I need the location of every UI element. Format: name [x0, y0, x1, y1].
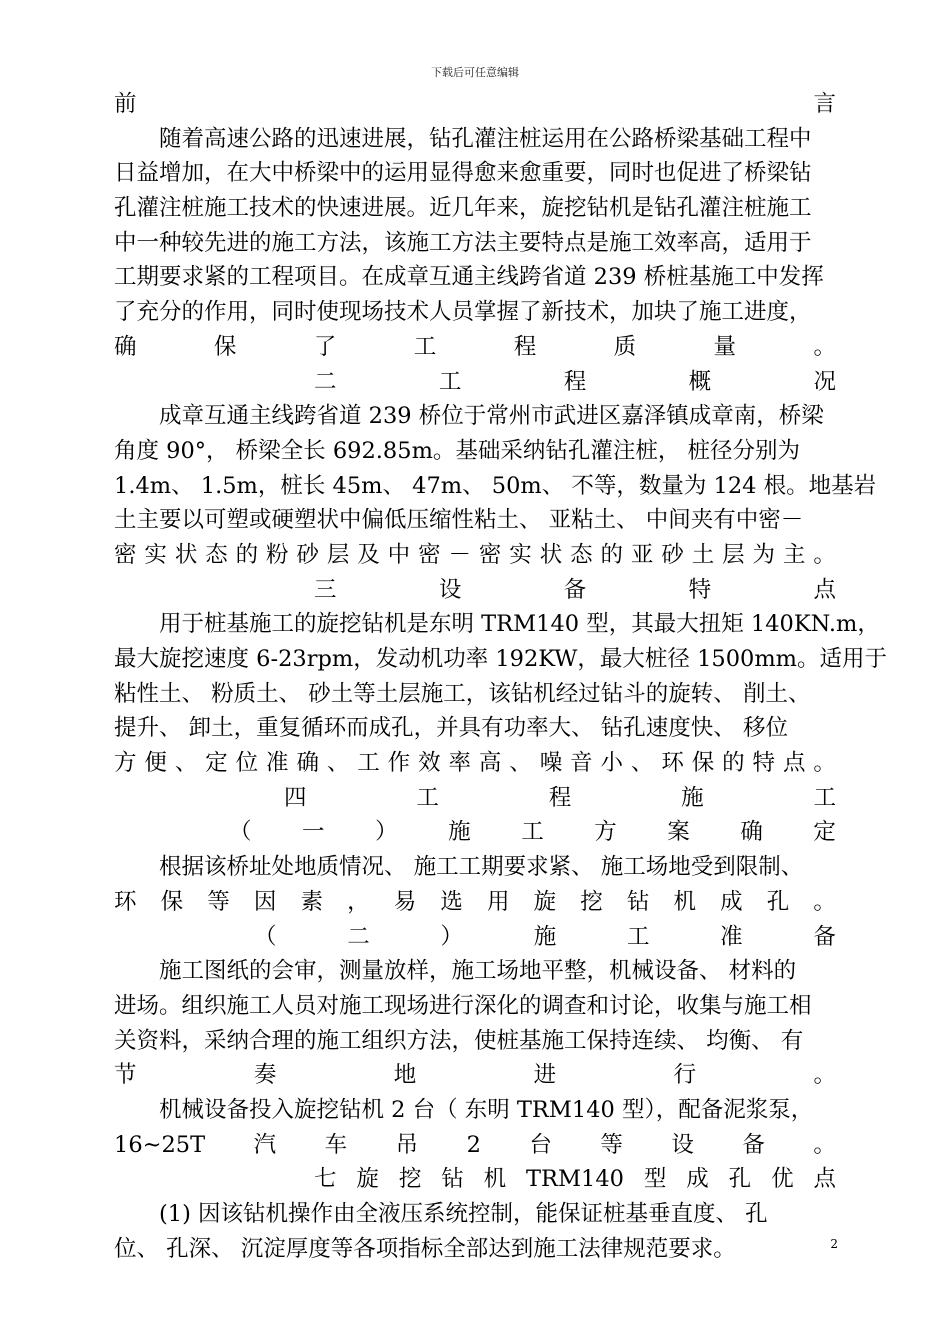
paragraph-line: 中一种较先进的施工方法，该施工方法主要特点是施工效率高，适用于	[114, 229, 812, 256]
justified-char: 工	[438, 368, 462, 395]
paragraph-line: 施工图纸的会审，测量放样，施工场地平整，机械设备、 材料的	[159, 958, 797, 985]
justified-char: 保	[691, 750, 715, 777]
justified-char: 保	[160, 888, 184, 915]
justified-char: 况	[813, 368, 836, 395]
justified-char: 进	[533, 1062, 557, 1089]
paragraph-line: 根据该桥址处地质情况、 施工工期要求紧、 施工场地受到限制、	[159, 854, 804, 881]
justified-char: 质	[613, 333, 637, 360]
justified-char: 机	[483, 1166, 507, 1193]
justified-char: 实	[144, 541, 167, 568]
section-heading	[114, 1162, 836, 1197]
justified-char: 特	[752, 750, 776, 777]
justified-char: 层	[722, 541, 745, 568]
justified-char: 选	[440, 888, 463, 915]
justified-char: 吊	[395, 1131, 419, 1158]
justified-char: 态	[570, 541, 593, 568]
justified-char: 确	[114, 333, 137, 360]
page-number: 2	[830, 1237, 838, 1251]
paragraph-line: 进场。组织施工人员对施工现场进行深化的调查和讨论，收集与施工相	[114, 992, 812, 1019]
paragraph-line: 机械设备投入旋挖钻机 2 台（ 东明 TRM140 型），配备泥浆泵，	[159, 1096, 814, 1123]
justified-line	[114, 1058, 836, 1093]
justified-char: 。	[813, 541, 836, 568]
justified-char: 备	[742, 1131, 765, 1158]
justified-line	[114, 330, 836, 365]
paragraph-line: 随着高速公路的迅速进展，钻孔灌注桩运用在公路桥梁基础工程中	[159, 125, 812, 152]
justified-char: 节	[114, 1062, 137, 1089]
justified-char: 准	[266, 750, 289, 777]
justified-char: 点	[813, 576, 836, 603]
justified-char: 钻	[626, 888, 650, 915]
justified-char: 程	[513, 333, 537, 360]
justified-char: 确	[740, 819, 763, 846]
justified-char: 高	[478, 750, 502, 777]
justified-char: 土	[691, 541, 715, 568]
justified-char: 率	[448, 750, 471, 777]
justified-char: 噪	[539, 750, 563, 777]
justified-char: 七	[314, 1166, 337, 1193]
justified-char: 及	[357, 541, 380, 568]
justified-char: 。	[813, 1062, 836, 1089]
justified-char: （	[229, 819, 252, 846]
justified-char: 16~25T	[114, 1131, 206, 1158]
heading-char: 前	[114, 91, 137, 117]
paragraph-line: 成章互通主线跨省道 239 桥位于常州市武进区嘉泽镇成章南，桥梁	[159, 403, 824, 430]
justified-char: 亚	[630, 541, 654, 568]
paragraph-line: 1.4m、 1.5m，桩长 45m、 47m、 50m、 不等，数量为 124 根。地基岩	[114, 472, 877, 499]
justified-char: 工	[413, 333, 437, 360]
justified-char: 钻	[441, 1166, 464, 1193]
justified-char: 工	[357, 750, 380, 777]
justified-char: 中	[387, 541, 411, 568]
justified-char: 旋	[356, 1166, 379, 1193]
justified-char: 位	[235, 750, 259, 777]
justified-char: 状	[174, 541, 198, 568]
paragraph-line: 孔灌注桩施工技术的快速进展。近几年来，旋挖钻机是钻孔灌注桩施工	[114, 195, 812, 222]
justified-char: 因	[253, 888, 277, 915]
justified-char: 确	[296, 750, 319, 777]
justified-line	[114, 1128, 836, 1163]
justified-char: 等	[207, 888, 230, 915]
justified-char: 。	[813, 1131, 836, 1158]
justified-char: （	[254, 923, 277, 950]
paragraph-line: 工期要求紧的工程项目。在成章互通主线跨省道 239 桥桩基施工中发挥	[114, 264, 824, 291]
justified-char: TRM140	[526, 1166, 624, 1193]
paragraph-line: 最大旋挖速度 6-23rpm，发动机功率 192KW，最大桩径 1500mm。适用于	[114, 646, 888, 672]
justified-char: 四	[284, 784, 307, 811]
justified-char: 施	[448, 819, 471, 846]
justified-char: 密	[478, 541, 502, 568]
justified-char: 机	[673, 888, 697, 915]
justified-char: 小	[600, 750, 624, 777]
justified-line	[114, 885, 836, 920]
subsection-heading	[114, 815, 836, 850]
justified-char: 保	[213, 333, 237, 360]
document-body	[114, 87, 888, 1266]
justified-char: 粉	[266, 541, 289, 568]
justified-char: 地	[393, 1062, 417, 1089]
justified-char: 。	[813, 888, 836, 915]
justified-char: 施	[681, 784, 704, 811]
justified-char: 、	[174, 750, 198, 777]
justified-char: 车	[324, 1131, 348, 1158]
justified-char: 优	[771, 1166, 794, 1193]
justified-char: 挖	[398, 1166, 422, 1193]
justified-char: ，	[347, 888, 370, 915]
justified-char: 2	[466, 1131, 481, 1158]
justified-char: 的	[722, 750, 745, 777]
justified-char: 成	[686, 1166, 709, 1193]
justified-char: 、	[326, 750, 350, 777]
justified-char: 孔	[766, 888, 790, 915]
justified-char: 的	[600, 541, 624, 568]
heading-char: 言	[813, 91, 836, 117]
justified-char: 砂	[296, 541, 319, 568]
justified-char: 奏	[253, 1062, 277, 1089]
justified-char: 、	[630, 750, 654, 777]
justified-char: 旋	[533, 888, 557, 915]
justified-char: 二	[314, 368, 337, 395]
justified-char: 效	[418, 750, 441, 777]
paragraph-line: 位、 孔深、 沉淀厚度等各项指标全部达到施工法律规范要求。	[114, 1235, 736, 1262]
justified-char: 、	[509, 750, 532, 777]
justified-char: 一	[302, 819, 325, 846]
justified-char: 备	[813, 923, 836, 950]
justified-char: 行	[673, 1062, 697, 1089]
justified-char: 准	[720, 923, 743, 950]
justified-char: 工	[626, 923, 650, 950]
justified-char: 三	[314, 576, 337, 603]
justified-char: 型	[643, 1166, 667, 1193]
justified-char: ）	[375, 819, 398, 846]
section-heading-preface	[114, 87, 836, 122]
justified-char: 程	[548, 784, 572, 811]
justified-char: 施	[533, 923, 557, 950]
justified-char: 孔	[728, 1166, 752, 1193]
justified-char: ）	[440, 923, 463, 950]
paragraph-line: 土主要以可塑或硬塑状中偏低压缩性粘土、 亚粘土、 中间夹有中密－	[114, 507, 804, 534]
justified-char: 的	[235, 541, 259, 568]
justified-char: 挖	[580, 888, 603, 915]
justified-char: 设	[671, 1131, 694, 1158]
justified-char: 易	[393, 888, 417, 915]
justified-char: 工	[416, 784, 439, 811]
justified-char: 密	[114, 541, 137, 568]
justified-char: 。	[813, 750, 836, 777]
justified-char: 方	[594, 819, 617, 846]
justified-char: 方	[114, 750, 137, 777]
paragraph-line: 角度 90°， 桥梁全长 692.85m。基础采纳钻孔灌注桩， 桩径分别为	[114, 437, 801, 464]
justified-char: 程	[563, 368, 587, 395]
justified-char: 为	[752, 541, 776, 568]
justified-char: 环	[114, 888, 137, 915]
paragraph-line: 用于桩基施工的旋挖钻机是东明 TRM140 型，其最大扭矩 140KN.m，	[159, 611, 880, 638]
justified-char: 层	[326, 541, 350, 568]
justified-char: 汽	[253, 1131, 277, 1158]
justified-char: 点	[813, 1166, 836, 1193]
justified-char: 案	[667, 819, 690, 846]
justified-char: 概	[688, 368, 712, 395]
justified-char: 特	[688, 576, 712, 603]
paragraph-line: 粘性土、 粉质土、 砂土等土层施工，该钻机经过钻斗的旋转、 削土、	[114, 680, 811, 707]
justified-char: 音	[570, 750, 593, 777]
justified-char: 设	[438, 576, 462, 603]
justified-char: 环	[661, 750, 684, 777]
subsection-heading	[114, 920, 836, 955]
justified-char: 备	[563, 576, 587, 603]
justified-char: 量	[713, 333, 737, 360]
justified-char: 主	[782, 541, 806, 568]
section-heading	[114, 573, 836, 608]
justified-char: 作	[387, 750, 411, 777]
paragraph-line: 了充分的作用，同时使现场技术人员掌握了新技术，加块了施工进度，	[114, 299, 812, 326]
justified-line	[114, 746, 836, 781]
justified-char: 定	[813, 819, 836, 846]
paragraph-line: 提升、 卸土，重复循环而成孔，并具有功率大、 钻孔速度快、 移位	[114, 715, 788, 742]
section-heading	[114, 781, 836, 816]
paragraph-line: (1) 因该钻机操作由全液压系统控制，能保证桩基垂直度、 孔	[159, 1201, 768, 1227]
justified-char: 。	[813, 333, 836, 360]
justified-char: 二	[347, 923, 370, 950]
justified-char: 成	[720, 888, 743, 915]
justified-char: 素	[300, 888, 324, 915]
justified-char: 台	[529, 1131, 552, 1158]
justified-char: 状	[539, 541, 563, 568]
justified-char: 砂	[661, 541, 684, 568]
section-heading	[114, 365, 836, 400]
paragraph-line: 关资料，采纳合理的施工组织方法，使桩基施工保持连续、 均衡、 有	[114, 1027, 804, 1054]
justified-char: 工	[521, 819, 544, 846]
justified-char: 工	[813, 784, 836, 811]
paragraph-line: 日益增加，在大中桥梁中的运用显得愈来愈重要，同时也促进了桥梁钻	[114, 160, 812, 187]
justified-char: 实	[509, 541, 532, 568]
justified-char: 便	[144, 750, 167, 777]
justified-char: 态	[205, 541, 228, 568]
justified-char: 用	[487, 888, 510, 915]
justified-char: －	[448, 541, 471, 568]
justified-char: 密	[418, 541, 441, 568]
justified-char: 了	[313, 333, 337, 360]
justified-line	[114, 538, 836, 573]
justified-char: 点	[782, 750, 806, 777]
page-header: 下载后可任意编辑	[431, 66, 519, 79]
justified-char: 定	[205, 750, 228, 777]
justified-char: 等	[600, 1131, 623, 1158]
